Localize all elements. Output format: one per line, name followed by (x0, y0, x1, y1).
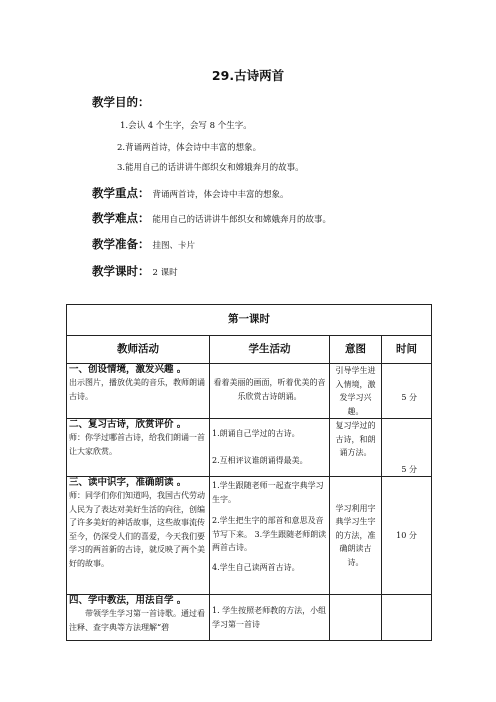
time-cell (382, 595, 432, 641)
teacher-cell (67, 364, 210, 419)
student-activity: 1. 学生按照老师教的方法，小组学习第一首诗 (212, 606, 327, 629)
lesson-plan-table (66, 304, 432, 641)
intent-cell: 引导学生进入情境，激发学习兴趣。 (330, 364, 382, 419)
teacher-activity: 师：同学们你们知道吗，我国古代劳动人民为了表达对美好生活的向往，创编了许多美好的神话故事，这些故事流传至今，仍深受人们的喜爱，今天我们要学习的两首新的古诗，就反映了两个美好的故事。 (69, 491, 205, 568)
teacher-cell (67, 419, 210, 477)
intent-cell: 学习利用字典学习生字的方法，准确朗读古诗。 (330, 477, 382, 595)
section-title: 一、创设情境，激发兴趣 。 (69, 364, 187, 375)
section-title: 二、复习古诗，欣赏评价 。 (69, 419, 187, 430)
intent-cell (330, 595, 382, 641)
header-student: 学生活动 (210, 336, 330, 364)
student-cell (210, 419, 330, 477)
table-row (67, 595, 432, 641)
header-teacher: 教师活动 (67, 336, 210, 364)
goals-label: 教学目的： (92, 95, 150, 109)
table-row (67, 477, 432, 595)
lesson-title: 第一课时 (67, 305, 432, 336)
teacher-cell (67, 477, 210, 595)
difficulty (92, 210, 331, 226)
student-activity: 2.互相评议谁朗诵得最美。 (212, 455, 308, 465)
preparation (92, 236, 195, 252)
student-activity: 4.学生自己读两首古诗。 (212, 562, 300, 572)
hours (92, 263, 178, 279)
time-cell: 10 分 (382, 477, 432, 595)
teacher-activity: 出示图片，播放优美的音乐，教师朗诵古诗。 (69, 378, 205, 401)
key-point-value: 背诵两首诗，体会诗中丰富的想象。 (152, 190, 289, 200)
table-row (67, 364, 432, 419)
goal-item-3: 3.能用自己的话讲讲牛郎织女和嫦娥奔月的故事。 (117, 163, 304, 173)
student-cell (210, 595, 330, 641)
section-title: 四、学中教法，用法自学 。 (69, 595, 187, 606)
teacher-cell (67, 595, 210, 641)
student-activity: 1.学生跟随老师一起查字典学习生字。 (212, 481, 324, 504)
teacher-activity: 带领学生学习第一首诗歌。通过看注释、查字典等方法理解“碧 (69, 609, 205, 632)
intent-cell: 复习学过的古诗，和朗诵方法。 (330, 419, 382, 477)
header-intent: 意图 (330, 336, 382, 364)
section-title: 三、读中识字，准确朗读 。 (69, 477, 187, 488)
student-cell (210, 364, 330, 419)
student-cell (210, 477, 330, 595)
teacher-activity: 师：你学过哪首古诗，给我们朗诵一首让大家欣赏。 (69, 433, 205, 456)
student-activity: 看着美丽的画面，听着优美的音乐欣赏古诗朗诵。 (213, 378, 326, 401)
header-time: 时间 (382, 336, 432, 364)
page-title: 29.古诗两首 (211, 68, 285, 83)
hours-label: 教学课时： (92, 264, 150, 278)
student-activity: 1.朗诵自己学过的古诗。 (212, 429, 300, 438)
preparation-label: 教学准备： (92, 237, 150, 251)
table-row (67, 419, 432, 477)
goal-item-1: 1.会认 4 个生字，会写 8 个生字。 (120, 121, 252, 131)
preparation-value: 挂图、卡片 (152, 241, 196, 251)
key-point-label: 教学重点： (92, 186, 150, 200)
goal-item-2: 2.背诵两首诗，体会诗中丰富的想象。 (117, 143, 262, 153)
student-activity: 2.学生把生字的部首和意思及音节写下来。 3.学生跟随老师朗读两首古诗。 (212, 516, 327, 552)
difficulty-label: 教学难点： (92, 211, 150, 225)
time-cell: 5 分 (382, 364, 432, 419)
hours-value: 2 课时 (152, 268, 178, 278)
key-point (92, 185, 289, 201)
time-cell: 5 分 (382, 419, 432, 477)
difficulty-value: 能用自己的话讲讲牛郎织女和嫦娥奔月的故事。 (152, 215, 332, 225)
